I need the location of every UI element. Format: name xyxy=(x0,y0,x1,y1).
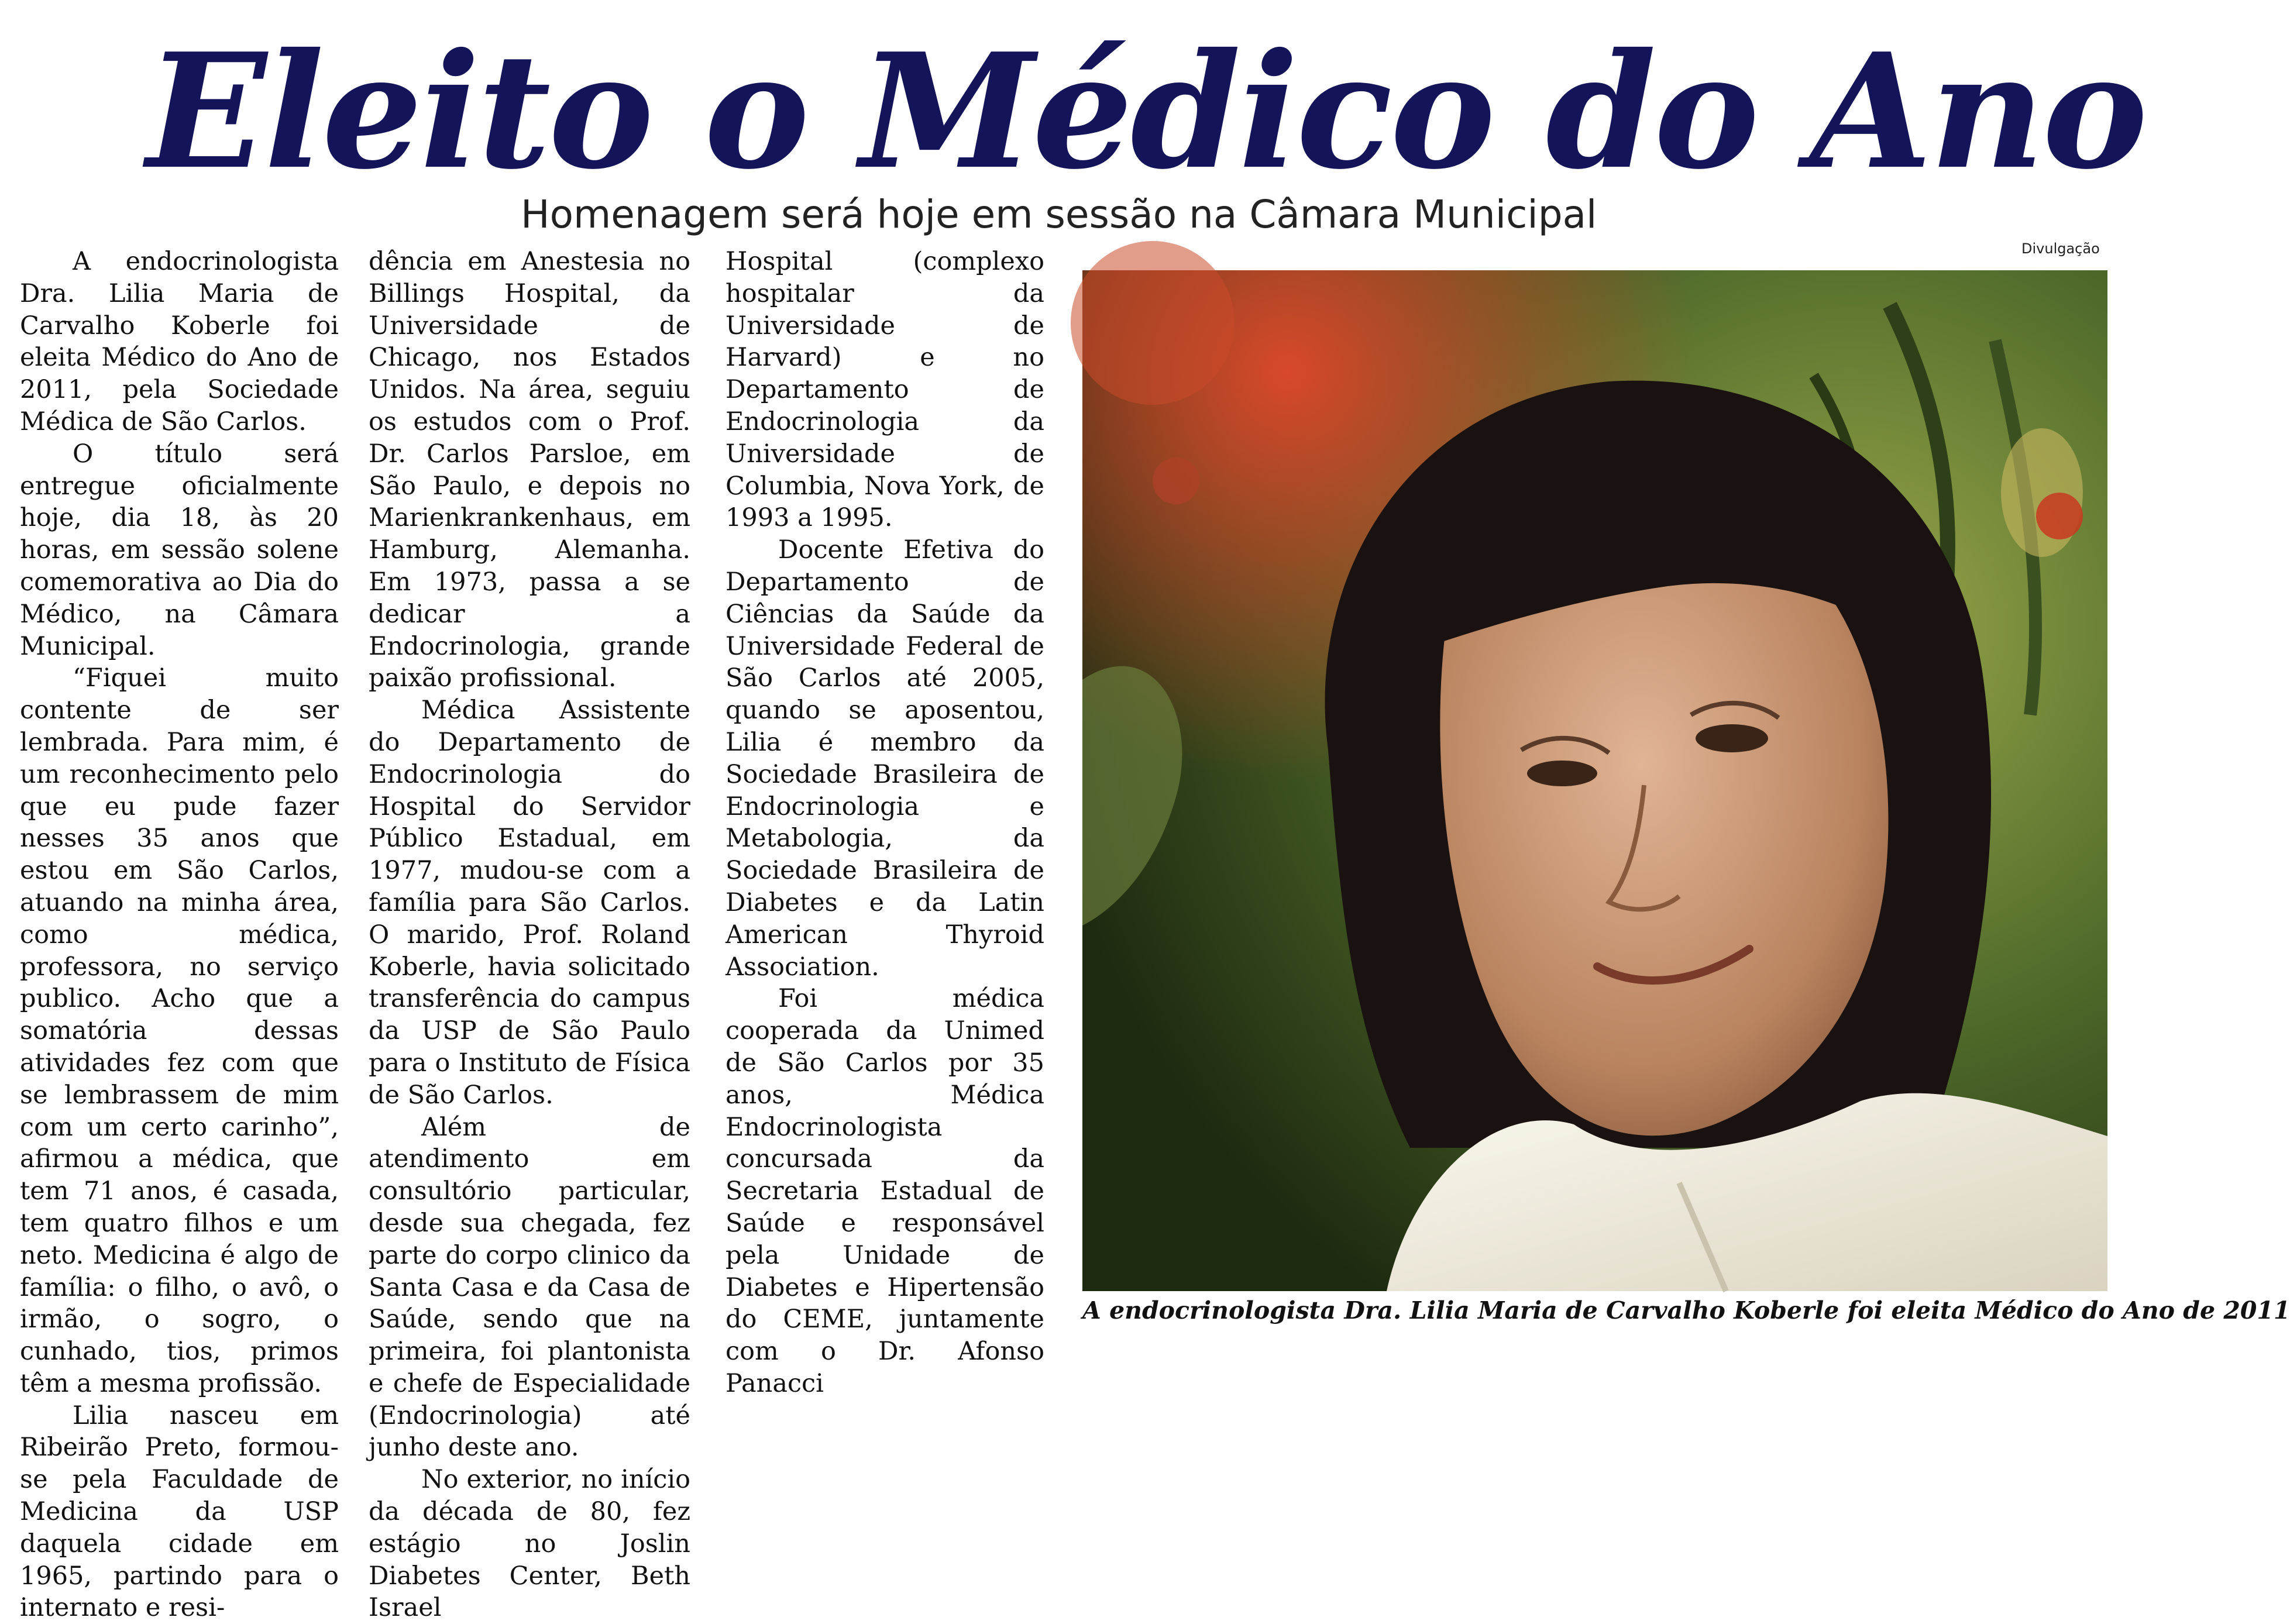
paragraph: A endocrinologista Dra. Lilia Maria de Carvalho Koberle foi eleita Médico do Ano de 2011, pela Sociedade Médica de São Carlos. xyxy=(20,247,339,436)
paragraph: Médica Assistente do Departamento de Endocrinologia do Hospital do Servidor Público Estadual, em 1977, mudou-se com a família para São Carlos. O marido, Prof. Roland Koberle, havia solicitado transferência do campus da USP de São Paulo para o Instituto de Física de São Carlos. xyxy=(369,696,690,1110)
article-column-1 xyxy=(20,246,339,1623)
paragraph: Lilia nasceu em Ribeirão Preto, formou-se pela Faculdade de Medicina da USP daquela cidade em 1965, partindo para o internato e resi- xyxy=(20,1401,339,1623)
photo-credit: Divulgação xyxy=(2021,240,2100,257)
article-column-2 xyxy=(369,246,690,1623)
headline: Eleito o Médico do Ano xyxy=(146,18,2145,204)
paragraph: dência em Anestesia no Billings Hospital, da Universidade de Chicago, nos Estados Unidos. Na área, seguiu os estudos com o Prof. Dr. Carlos Parsloe, em São Paulo, e depois no Marienkrankenhaus, em Hamburg, Alemanha. Em 1973, passa a se dedicar a Endocrinologia, grande paixão profissional. xyxy=(369,247,690,693)
portrait-photo xyxy=(1082,270,2107,1291)
portrait-illustration xyxy=(1082,270,2107,1291)
paragraph: Além de atendimento em consultório particular, desde sua chegada, fez parte do corpo clinico da Santa Casa e da Casa de Saúde, sendo que na primeira, foi plantonista e chefe de Especialidade (Endocrinologia) até junho deste ano. xyxy=(369,1112,690,1463)
paragraph: No exterior, no início da década de 80, fez estágio no Joslin Diabetes Center, Beth Israel xyxy=(369,1465,690,1623)
paragraph: “Fiquei muito contente de ser lembrada. Para mim, é um reconhecimento pelo que eu pude fazer nesses 35 anos que estou em São Carlos, atuando na minha área, como médica, professora, no serviço publico. Acho que a somatória dessas atividades fez com que se lembrassem de mim com um certo carinho”, afirmou a médica, que tem 71 anos, é casada, tem quatro filhos e um neto. Medicina é algo de família: o filho, o avô, o irmão, o sogro, o cunhado, tios, primos têm a mesma profissão. xyxy=(20,663,339,1398)
paragraph: Docente Efetiva do Departamento de Ciências da Saúde da Universidade Federal de São Carlos até 2005, quando se aposentou, Lilia é membro da Sociedade Brasileira de Endocrinologia e Metabologia, da Sociedade Brasileira de Diabetes e da Latin American Thyroid Association. xyxy=(725,535,1044,982)
paragraph: Hospital (complexo hospitalar da Universidade de Harvard) e no Departamento de Endocrinologia da Universidade de Columbia, Nova York, de 1993 a 1995. xyxy=(725,247,1044,533)
paragraph: O título será entregue oficialmente hoje, dia 18, às 20 horas, em sessão solene comemorativa ao Dia do Médico, na Câmara Municipal. xyxy=(20,439,339,661)
subheadline: Homenagem será hoje em sessão na Câmara Municipal xyxy=(521,192,1597,237)
paragraph: Foi médica cooperada da Unimed de São Carlos por 35 anos, Médica Endocrinologista concursada da Secretaria Estadual de Saúde e responsável pela Unidade de Diabetes e Hipertensão do CEME, juntamente com o Dr. Afonso Panacci xyxy=(725,984,1044,1398)
article-column-3 xyxy=(725,246,1044,1398)
photo-caption: A endocrinologista Dra. Lilia Maria de Carvalho Koberle foi eleita Médico do Ano de 2011 xyxy=(1082,1296,2290,1324)
